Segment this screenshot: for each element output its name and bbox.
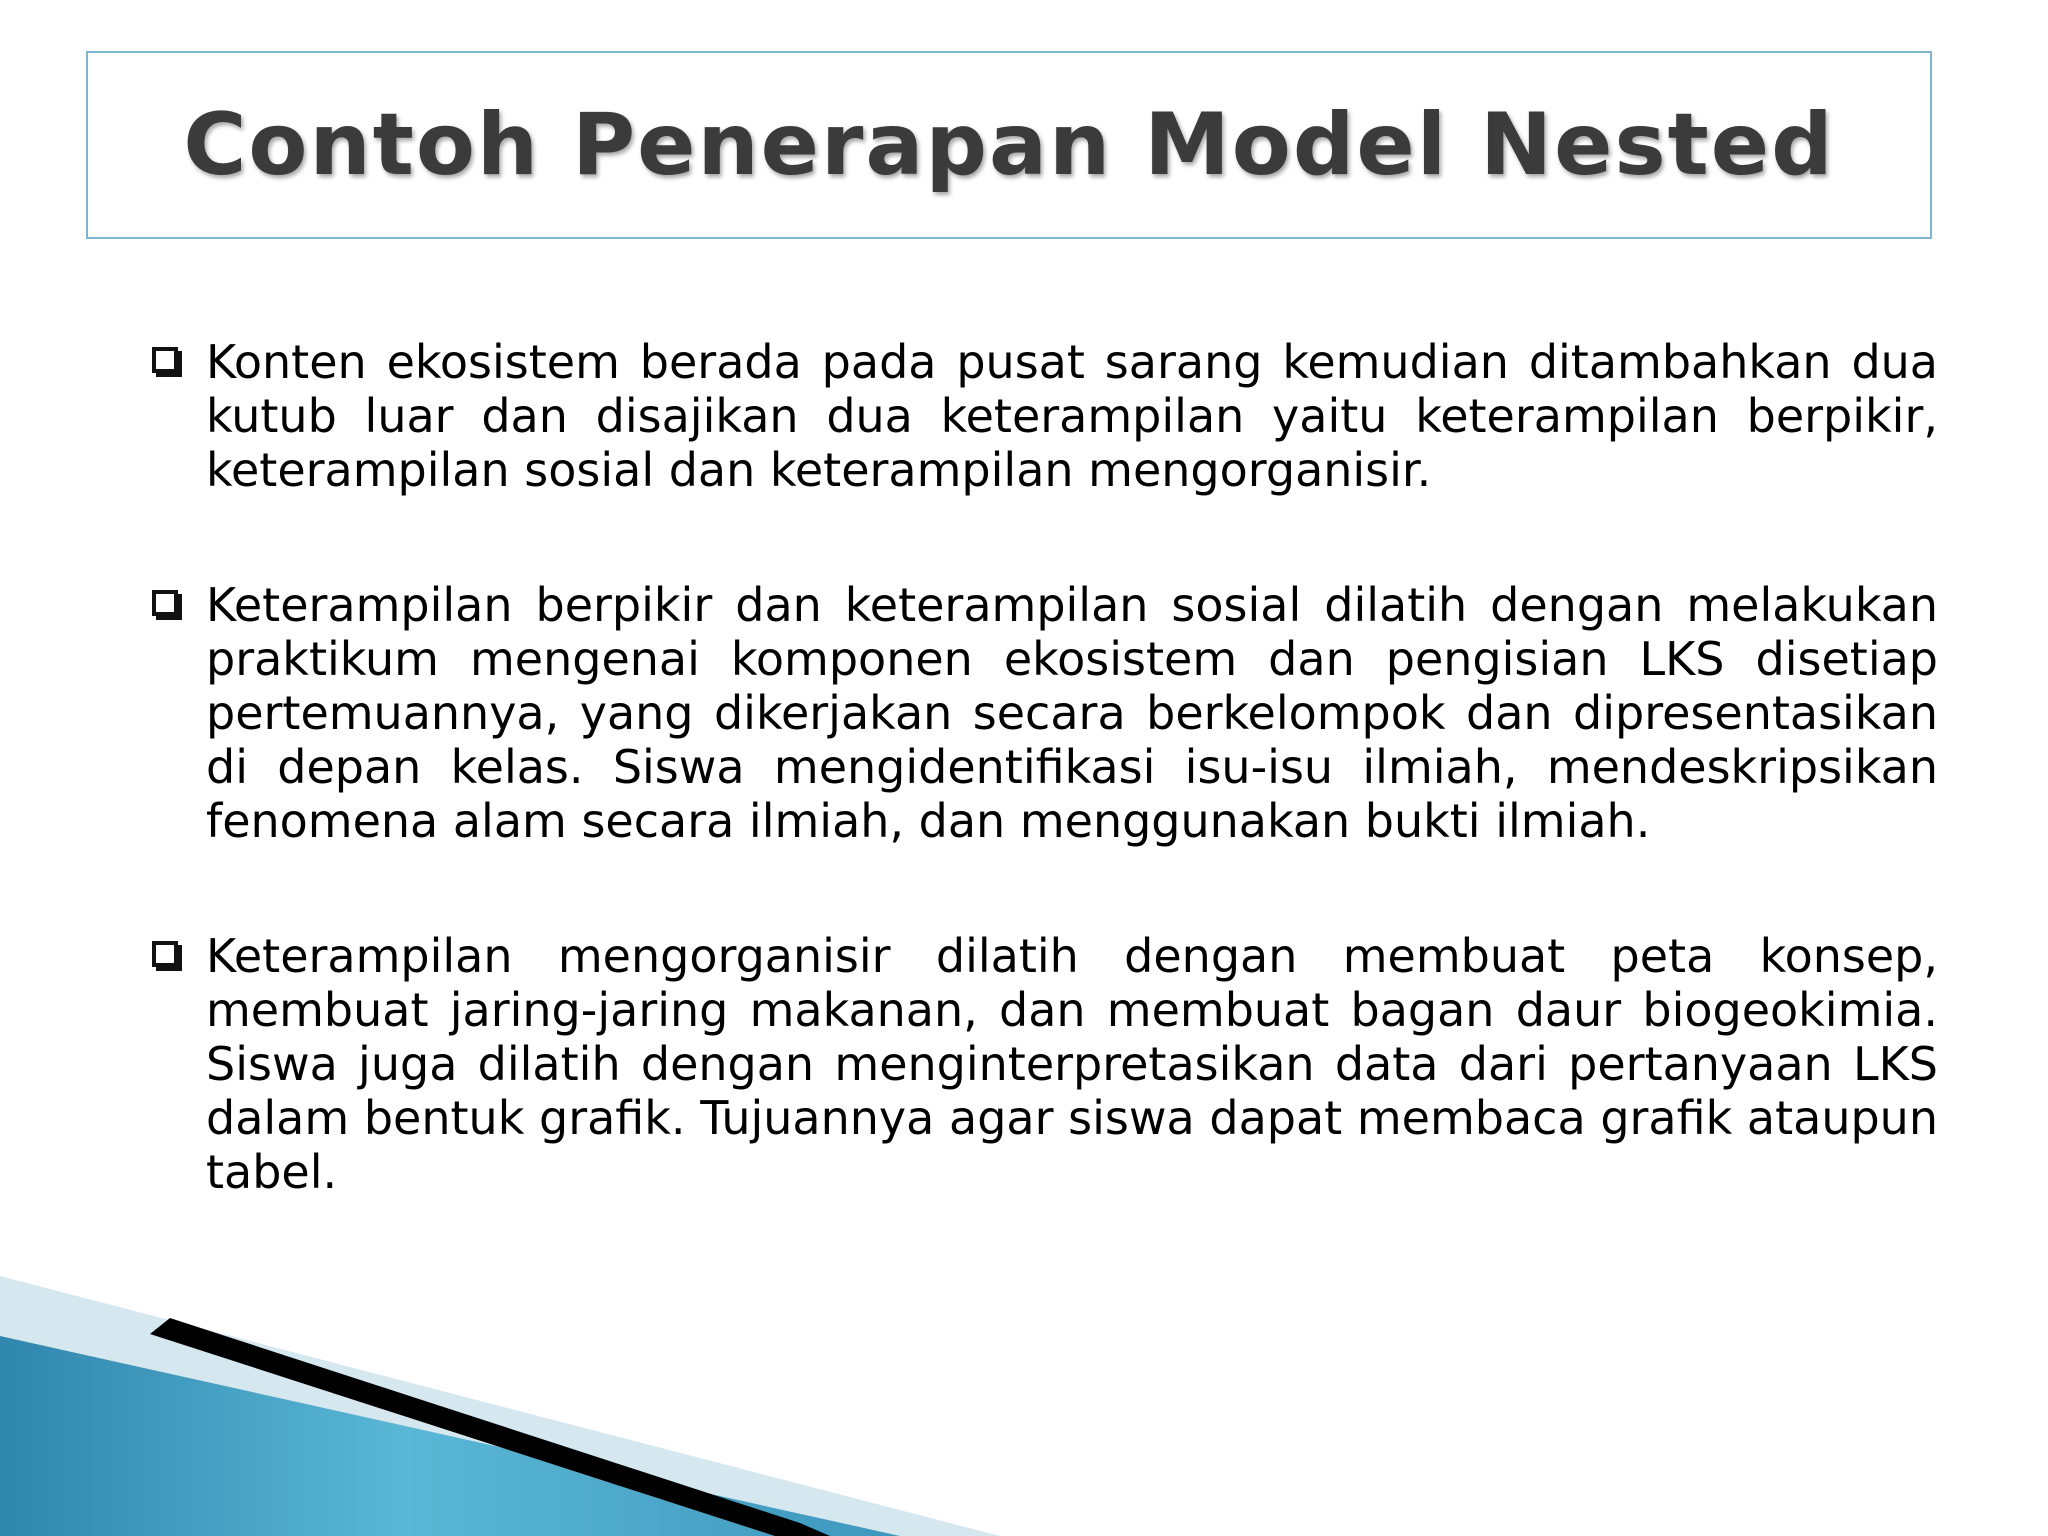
checkbox-bullet-icon [152, 347, 178, 373]
bullet-text-1: Konten ekosistem berada pada pusat sarang kemudian ditambahkan dua kutub luar dan disajikan dua keterampilan yaitu keterampilan berpikir, keterampilan sosial dan keterampilan mengorganisir. [206, 335, 1938, 497]
bullet-item-3 [148, 929, 1938, 1199]
wave-dark-stripe [150, 1318, 830, 1536]
wave-blue-band [0, 1336, 900, 1536]
bullet-list [148, 335, 1938, 1280]
bullet-item-1 [148, 335, 1938, 497]
bullet-text-2: Keterampilan berpikir dan keterampilan sosial dilatih dengan melakukan praktikum mengenai komponen ekosistem dan pengisian LKS disetiap pertemuannya, yang dikerjakan secara berkelompok dan dipresentasikan di depan kelas. Siswa mengidentifikasi isu-isu ilmiah, mendeskripsikan fenomena alam secara ilmiah, dan menggunakan bukti ilmiah. [206, 578, 1938, 848]
wave-decoration [0, 1276, 1000, 1536]
bullet-item-2 [148, 578, 1938, 848]
title-box [86, 51, 1932, 239]
bullet-text-3: Keterampilan mengorganisir dilatih dengan membuat peta konsep, membuat jaring-jaring makanan, dan membuat bagan daur biogeokimia. Siswa juga dilatih dengan menginterpretasikan data dari pertanyaan LKS dalam bentuk grafik. Tujuannya agar siswa dapat membaca grafik ataupun tabel. [206, 929, 1938, 1199]
checkbox-bullet-icon [152, 590, 178, 616]
wave-light-band [0, 1276, 1000, 1536]
slide-title: Contoh Penerapan Model Nested [183, 95, 1835, 195]
checkbox-bullet-icon [152, 941, 178, 967]
